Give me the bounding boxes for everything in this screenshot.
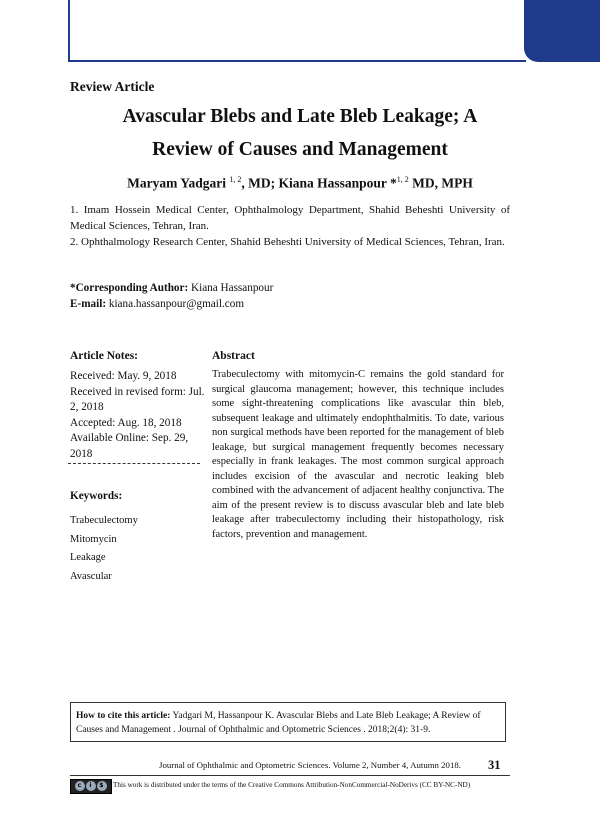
article-notes: [70, 369, 210, 463]
page-number: 31: [488, 758, 501, 772]
article-notes-heading: Article Notes:: [70, 350, 139, 362]
citation-box: [70, 702, 506, 742]
footer-journal: Journal of Ophthalmic and Optometric Sciences. Volume 2, Number 4, Autumn 2018.: [159, 760, 461, 770]
header-rule-horizontal: [68, 60, 526, 62]
citation-text: Yadgari M, Hassanpour K. Avascular Blebs and Late Bleb Leakage; A Review of Causes and Management . Journal of Ophthalmic and Optometric Sciences . 2018;2(4): 31-9.: [76, 711, 481, 735]
title-line-2: Review of Causes and Management: [152, 139, 448, 160]
license-text: This work is distributed under the terms of the Creative Commons Attribution-NonCommercial-NoDerivs (CC BY-NC-ND): [113, 781, 471, 789]
email-link[interactable]: kiana.hassanpour@gmail.com: [108, 298, 245, 310]
author-affiliation-sup: 1, 2: [396, 175, 409, 184]
corresponding-email: [70, 296, 244, 313]
article-title: [40, 100, 560, 166]
affiliation-2: 2. Ophthalmology Research Center, Shahid Beheshti University of Medical Sciences, Tehran, Iran.: [70, 236, 505, 248]
cc-by-nc-nd-icon[interactable]: c i $: [70, 779, 112, 794]
note-revised: Received in revised form: Jul. 2, 2018: [70, 385, 205, 414]
header-tab: [524, 0, 600, 62]
corresponding-name: Kiana Hassanpour: [191, 282, 274, 294]
abstract-text: Trabeculectomy with mitomycin-C remains the gold standard for surgical glaucoma management; however, this technique includes some sight-threatening complications like avascular thin bleb, subsequent leakage and ultimately endophthalmitis. To date, various non surgical methods have been reported for the management of bleb leakage, but surgical management frequently becomes necessary especially in frank leakages. The most common surgical approach includes excision of the avascular and necrotic leaking bleb combined with the advancement of adjacent healthy conjunctiva. The aim of the present review is to discuss avascular bleb and late bleb leakage after trabeculectomy including their histopathology, risk factors, prevention and management.: [212, 369, 504, 540]
article-type: Review Article: [70, 79, 155, 94]
abstract-heading: Abstract: [212, 350, 255, 362]
corresponding-label: *Corresponding Author:: [70, 282, 189, 294]
keywords-heading: Keywords:: [70, 490, 123, 502]
note-online: Available Online: Sep. 29, 2018: [70, 432, 189, 460]
header-rule-vertical: [68, 0, 70, 62]
keyword-item: Mitomycin: [70, 534, 117, 545]
author-name: Maryam Yadgari: [127, 175, 226, 191]
affiliation-1: 1. Imam Hossein Medical Center, Ophthalmology Department, Shahid Beheshti University of Medical Sciences, Tehran, Iran.: [70, 204, 510, 232]
author-affiliation-sup: 1, 2: [229, 175, 242, 184]
author-list: [40, 175, 560, 192]
note-received: Received: May. 9, 2018: [70, 370, 177, 382]
keyword-item: Trabeculectomy: [70, 515, 138, 526]
keyword-item: Avascular: [70, 571, 112, 582]
author-suffix: , MD;: [241, 175, 279, 191]
notes-divider: [68, 463, 200, 464]
keyword-item: Leakage: [70, 552, 106, 563]
citation-label: How to cite this article:: [76, 711, 171, 721]
email-label: E-mail:: [70, 298, 107, 310]
author-suffix: MD, MPH: [408, 175, 473, 191]
title-line-1: Avascular Blebs and Late Bleb Leakage; A: [122, 106, 478, 127]
footer-rule: [70, 775, 510, 776]
author-name: Kiana Hassanpour *: [278, 175, 397, 191]
note-accepted: Accepted: Aug. 18, 2018: [70, 416, 182, 429]
corresponding-author: [70, 280, 273, 297]
